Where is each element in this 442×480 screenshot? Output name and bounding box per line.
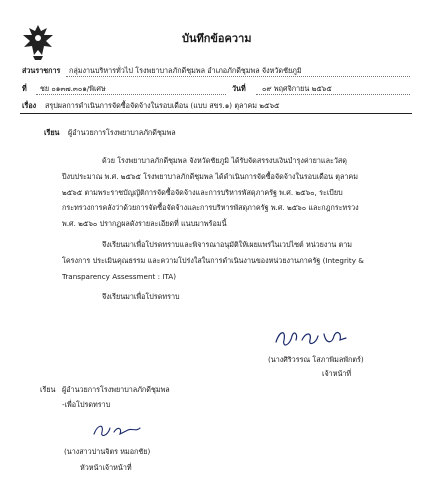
subject-underline — [20, 113, 412, 114]
paragraph-line: กระทรวงการคลังว่าด้วยการจัดซื้อจัดจ้างและการบริหารพัสดุภาครัฐ พ.ศ. ๒๕๖๐ และกฎกระทรวง — [62, 203, 359, 212]
salutation-value: ผู้อำนวยการโรงพยาบาลภักดีชุมพล — [68, 128, 176, 137]
agency-label: ส่วนราชการ — [22, 66, 61, 75]
paragraph-line: ๒๕๖๕ ตามพระราชบัญญัติการจัดซื้อจัดจ้างและการบริหารพัสดุภาครัฐ พ.ศ. ๒๕๖๐, ระเบียบ — [62, 188, 343, 197]
signature-2-scribble — [88, 420, 148, 440]
footer-salutation-value: ผู้อำนวยการโรงพยาบาลภักดีชุมพล — [62, 385, 170, 394]
date-underline — [256, 94, 410, 95]
paragraph-line: Transparency Assessment : ITA) — [62, 272, 177, 281]
ref-underline — [36, 94, 226, 95]
signature-2-position: หัวหน้าเจ้าหน้าที่ — [80, 463, 132, 472]
body-paragraph-3: จึงเรียนมาเพื่อโปรดทราบ — [102, 292, 180, 301]
agency-underline — [66, 76, 410, 77]
signature-2-name: (นางสาวปานจิตร หมอกชัย) — [64, 447, 151, 456]
subject-label: เรื่อง — [22, 101, 37, 110]
paragraph-line: ปีงบประมาณ พ.ศ. ๒๕๖๕ โรงพยาบาลภักดีชุมพล ได้ดำเนินการจัดซื้อจัดจ้างในรอบเดือน ตุลาคม — [62, 172, 358, 181]
paragraph-line: จึงเรียนมาเพื่อโปรดทราบและพิจารณาอนุมัติให้เผยแพร่ในเวปไซต์ หน่วยงาน ตาม — [102, 240, 353, 249]
signature-1-scribble — [272, 326, 352, 350]
agency-value: กลุ่มงานบริหารทั่วไป โรงพยาบาลภักดีชุมพล อำเภอภักดีชุมพล จังหวัดชัยภูมิ — [69, 66, 302, 75]
date-value: ๐๙ พฤศจิกายน ๒๕๖๕ — [262, 84, 332, 93]
date-label: วันที่ — [232, 84, 246, 93]
garuda-emblem — [20, 22, 56, 62]
paragraph-line: โครงการ ประเมินคุณธรรม และความโปร่งใสในการดำเนินงานของหน่วยงานภาครัฐ (Integrity & — [62, 256, 364, 265]
signature-1-name: (นางศิริวรรณ โสภาพิมลพักตร์) — [268, 355, 364, 364]
page-title: บันทึกข้อความ — [182, 32, 252, 45]
footer-salutation-label: เรียน — [40, 385, 56, 394]
ref-value: ชย ๐๑๓๗.๓๐๑/พิเศษ — [40, 84, 106, 93]
paragraph-line: ด้วย โรงพยาบาลภักดีชุมพล จังหวัดชัยภูมิ ได้รับจัดสรรงบเงินบำรุงค่ายาและวัสดุ — [102, 156, 347, 165]
signature-1-position: เจ้าหน้าที่ — [322, 369, 352, 378]
paragraph-line: พ.ศ. ๒๕๖๐ ปรากฏผลดังรายละเอียดที่ แนบมาพร้อมนี้ — [62, 219, 227, 228]
footer-note: -เพื่อโปรดทราบ — [62, 400, 111, 409]
salutation-label: เรียน — [44, 128, 60, 137]
ref-label: ที่ — [22, 84, 27, 93]
subject-value: สรุปผลการดำเนินการจัดซื้อจัดจ้างในรอบเดือน (แบบ สขร.๑) ตุลาคม ๒๕๖๕ — [45, 101, 280, 110]
